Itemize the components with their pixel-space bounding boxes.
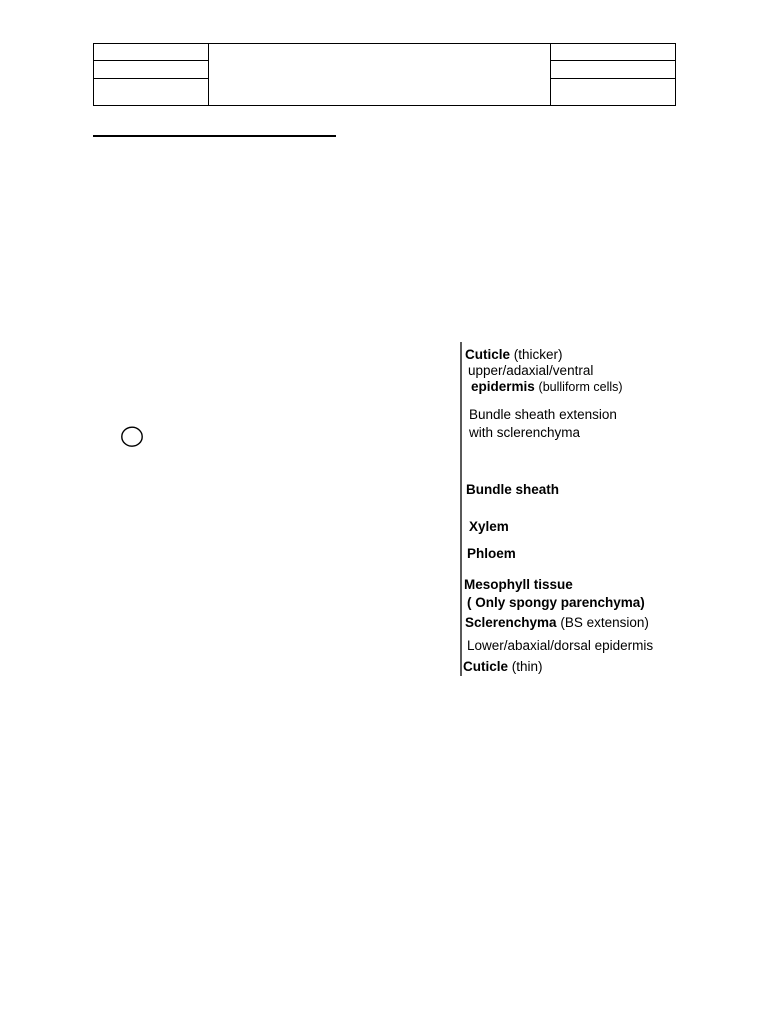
label-bs-extension-line2: with sclerenchyma [469, 425, 581, 440]
label-bundle-sheath-text: Bundle sheath [466, 482, 560, 497]
label-mesophyll [464, 577, 573, 593]
mesophyll-cell-0 [122, 427, 142, 446]
label-upper-epidermis-note: (bulliform cells) [538, 380, 623, 394]
label-lower-epidermis: Lower/abaxial/dorsal epidermis [467, 638, 654, 653]
label-upper-epidermis [471, 379, 623, 395]
label-phloem-text: Phloem [467, 546, 516, 561]
label-xylem [469, 519, 509, 535]
mesophyll-cells [122, 427, 142, 446]
label-sclerenchyma-note: (BS extension) [560, 615, 649, 630]
label-bundle-sheath [466, 482, 559, 498]
label-cuticle-top-term: Cuticle [465, 347, 511, 362]
label-upper-epidermis-line1: upper/adaxial/ventral [468, 363, 594, 378]
label-bs-extension-line1: Bundle sheath extension [469, 407, 617, 422]
label-phloem [467, 546, 516, 562]
label-sclerenchyma-term: Sclerenchyma [465, 615, 557, 630]
label-mesophyll-note-text: ( Only spongy parenchyma) [467, 595, 645, 610]
label-mesophyll-term: Mesophyll tissue [464, 577, 573, 592]
label-xylem-text: Xylem [469, 519, 509, 534]
label-upper-epidermis-term: epidermis [471, 379, 535, 394]
label-cuticle-bottom-term: Cuticle [463, 659, 509, 674]
label-cuticle-top-note: (thicker) [513, 347, 563, 362]
label-cuticle-top [465, 347, 563, 363]
label-cuticle-bottom-note: (thin) [511, 659, 543, 674]
label-cuticle-bottom [463, 659, 543, 675]
mesophyll-cell-0-wall [122, 427, 142, 446]
label-sclerenchyma [465, 615, 649, 631]
label-mesophyll-note [467, 595, 645, 611]
